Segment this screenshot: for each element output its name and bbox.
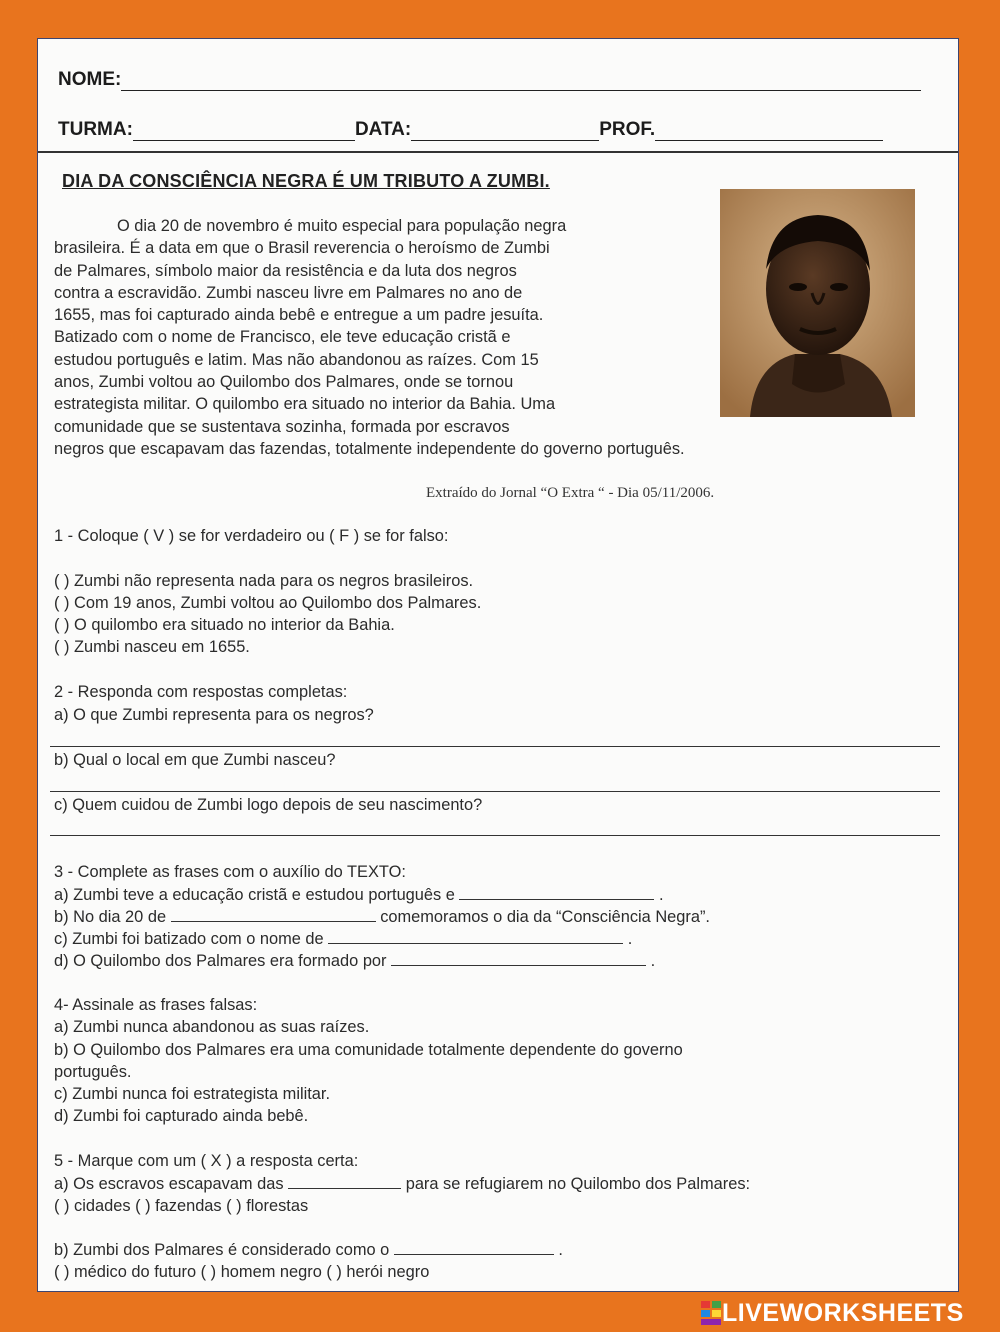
- text-line: Batizado com o nome de Francisco, ele teve educação cristã e: [54, 328, 511, 347]
- q3-c-blank[interactable]: [328, 929, 623, 944]
- q5-b-options[interactable]: ( ) médico do futuro ( ) homem negro ( ) herói negro: [54, 1263, 430, 1281]
- turma-row: [58, 119, 883, 141]
- q3-a-blank[interactable]: [459, 885, 654, 900]
- text-line: de Palmares, símbolo maior da resistência e da luta dos negros: [54, 261, 517, 280]
- data-field[interactable]: [411, 122, 599, 141]
- q5-b-blank[interactable]: [394, 1240, 554, 1255]
- prof-field[interactable]: [655, 122, 883, 141]
- nome-field[interactable]: [121, 72, 921, 91]
- text-line: brasileira. É a data em que o Brasil reverencia o heroísmo de Zumbi: [54, 239, 550, 258]
- q4-d[interactable]: d) Zumbi foi capturado ainda bebê.: [54, 1107, 309, 1125]
- q3-c: [54, 928, 632, 950]
- q4-a[interactable]: a) Zumbi nunca abandonou as suas raízes.: [54, 1018, 370, 1036]
- text-line: negros que escapavam das fazendas, totalmente independente do governo português.: [54, 439, 685, 458]
- q3-a-text: a) Zumbi teve a educação cristã e estudou português e: [54, 886, 455, 904]
- q5-b-text: b) Zumbi dos Palmares é considerado como o: [54, 1241, 390, 1259]
- q3-d-text: d) O Quilombo dos Palmares era formado por: [54, 952, 387, 970]
- q2-c-answer-line[interactable]: [50, 835, 940, 836]
- text-line: anos, Zumbi voltou ao Quilombo dos Palmares, onde se tornou: [54, 373, 514, 392]
- q4-b-continued: português.: [54, 1063, 132, 1081]
- q2-c: c) Quem cuidou de Zumbi logo depois de seu nascimento?: [54, 796, 483, 814]
- q2-a-answer-line[interactable]: [50, 746, 940, 747]
- q5-a: [54, 1173, 750, 1195]
- q2-b-answer-line[interactable]: [50, 791, 940, 792]
- source-citation: Extraído do Jornal “O Extra “ - Dia 05/11/2006.: [426, 485, 715, 501]
- page-title: DIA DA CONSCIÊNCIA NEGRA É UM TRIBUTO A ZUMBI.: [62, 171, 550, 191]
- q3-c-end: .: [627, 930, 633, 948]
- q5-a-blank[interactable]: [288, 1174, 401, 1189]
- q3-a-end: .: [659, 886, 664, 904]
- liveworksheets-logo: [700, 1300, 964, 1326]
- q2-b: b) Qual o local em que Zumbi nasceu?: [54, 751, 336, 769]
- text-line: O dia 20 de novembro é muito especial para população negra: [117, 217, 567, 235]
- q2-a: a) O que Zumbi representa para os negros?: [54, 706, 374, 724]
- q3-heading: 3 - Complete as frases com o auxílio do TEXTO:: [54, 863, 406, 881]
- q3-d-end: .: [650, 952, 656, 970]
- nome-row: [58, 69, 921, 91]
- turma-field[interactable]: [133, 122, 355, 141]
- brand-name: LIVEWORKSHEETS: [722, 1298, 964, 1327]
- q3-c-text: c) Zumbi foi batizado com o nome de: [54, 930, 324, 948]
- q5-b: [54, 1239, 563, 1261]
- nome-label: NOME:: [58, 69, 122, 90]
- q4-heading: 4- Assinale as frases falsas:: [54, 996, 258, 1014]
- text-line: 1655, mas foi capturado ainda bebê e entregue a um padre jesuíta.: [54, 306, 544, 325]
- q1-heading: 1 - Coloque ( V ) se for verdadeiro ou ( F ) se for falso:: [54, 527, 449, 545]
- q4-c[interactable]: c) Zumbi nunca foi estrategista militar.: [54, 1085, 331, 1103]
- data-label: DATA:: [354, 119, 412, 140]
- q5-a-text: a) Os escravos escapavam das: [54, 1175, 284, 1193]
- q1-item[interactable]: ( ) Zumbi nasceu em 1655.: [54, 638, 250, 656]
- header-box: [38, 39, 958, 153]
- q5-a-options[interactable]: ( ) cidades ( ) fazendas ( ) florestas: [54, 1197, 309, 1215]
- q3-b: [54, 906, 710, 928]
- article-text: [54, 215, 884, 460]
- text-line: estudou português e latim. Mas não abandonou as raízes. Com 15: [54, 350, 539, 369]
- q5-heading: 5 - Marque com um ( X ) a resposta certa:: [54, 1152, 359, 1170]
- worksheet-page: [37, 38, 959, 1292]
- q5-b-end: .: [558, 1241, 563, 1259]
- q3-b-blank[interactable]: [171, 907, 376, 922]
- q4-b[interactable]: b) O Quilombo dos Palmares era uma comunidade totalmente dependente do governo: [54, 1041, 683, 1059]
- logo-icon: [700, 1300, 722, 1326]
- text-line: contra a escravidão. Zumbi nasceu livre em Palmares no ano de: [54, 283, 523, 302]
- text-line: estrategista militar. O quilombo era situado no interior da Bahia. Uma: [54, 395, 556, 414]
- q1-item[interactable]: ( ) O quilombo era situado no interior da Bahia.: [54, 616, 395, 634]
- q1-item[interactable]: ( ) Zumbi não representa nada para os negros brasileiros.: [54, 572, 474, 590]
- prof-label: PROF.: [599, 119, 656, 140]
- q5-a-end: para se refugiarem no Quilombo dos Palmares:: [405, 1175, 751, 1193]
- q3-d-blank[interactable]: [391, 951, 646, 966]
- q3-b-end: comemoramos o dia da “Consciência Negra”.: [380, 908, 710, 926]
- turma-label: TURMA:: [58, 119, 133, 140]
- q3-d: [54, 950, 655, 972]
- q3-a: [54, 884, 664, 906]
- text-line: comunidade que se sustentava sozinha, formada por escravos: [54, 417, 510, 436]
- q3-b-text: b) No dia 20 de: [54, 908, 167, 926]
- q1-item[interactable]: ( ) Com 19 anos, Zumbi voltou ao Quilombo dos Palmares.: [54, 594, 482, 612]
- q2-heading: 2 - Responda com respostas completas:: [54, 683, 348, 701]
